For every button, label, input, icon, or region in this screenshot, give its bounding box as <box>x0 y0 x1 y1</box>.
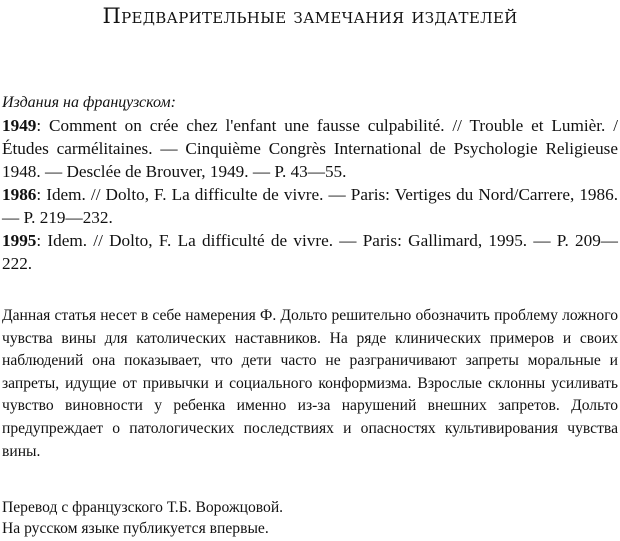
summary-paragraph: Данная статья несет в себе намерения Ф. Дольто решительно обозначить проблему ложного чувства вины для католических наставников. На ряде клинических примеров и своих наблюдений она показывает, что дети часто не разграничивают запреты моральные и запреты, идущие от привычки и социального конформизма. Взрослые склонны усиливать чувство виновности у ребенка именно из-за нарушений внешних запретов. Дольто предупреждает о патологических последствиях и опасностях культивирования чувства вины. <box>2 307 618 460</box>
edition-text: Idem. // Dolto, F. La difficulté de vivre. — Paris: Gallimard, 1995. — P. 209—222. <box>2 231 618 273</box>
editions-section <box>2 91 618 275</box>
edition-entry-1949: 1949: Comment on crée chez l'enfant une fausse culpabilité. // Trouble et Lumièr. / Études carmélitaines. — Cinquième Congrès International de Psychologie Religieuse 1948. — Desclée de Brouver, 1949. — P. 43—55. <box>2 116 618 181</box>
edition-text: Comment on crée chez l'enfant une fausse culpabilité. // Trouble et Lumièr. / Études carmélitaines. — Cinquième Congrès International de Psychologie Religieuse 1948. — Desclée de Brouver, 1949. — P. 43—55. <box>2 116 618 181</box>
editions-heading: Издания на французском: <box>2 94 176 111</box>
edition-year: 1986 <box>2 185 37 204</box>
page-title: Предварительные замечания издателей <box>102 4 518 28</box>
first-publication-note: На русском языке публикуется впервые. <box>2 520 269 537</box>
credits-section <box>2 497 618 539</box>
edition-text: Idem. // Dolto, F. La difficulte de vivre. — Paris: Vertiges du Nord/Carrere, 1986. — P. 219—232. <box>2 185 619 227</box>
edition-entry-1986: 1986: Idem. // Dolto, F. La difficulte de vivre. — Paris: Vertiges du Nord/Carrere, 1986. — P. 219—232. <box>2 185 619 227</box>
edition-entry-1995: 1995: Idem. // Dolto, F. La difficulté de vivre. — Paris: Gallimard, 1995. — P. 209—222. <box>2 231 618 273</box>
edition-year: 1995 <box>2 231 37 250</box>
translation-credit: Перевод с французского Т.Б. Ворожцовой. <box>2 499 284 516</box>
edition-year: 1949 <box>2 116 37 135</box>
